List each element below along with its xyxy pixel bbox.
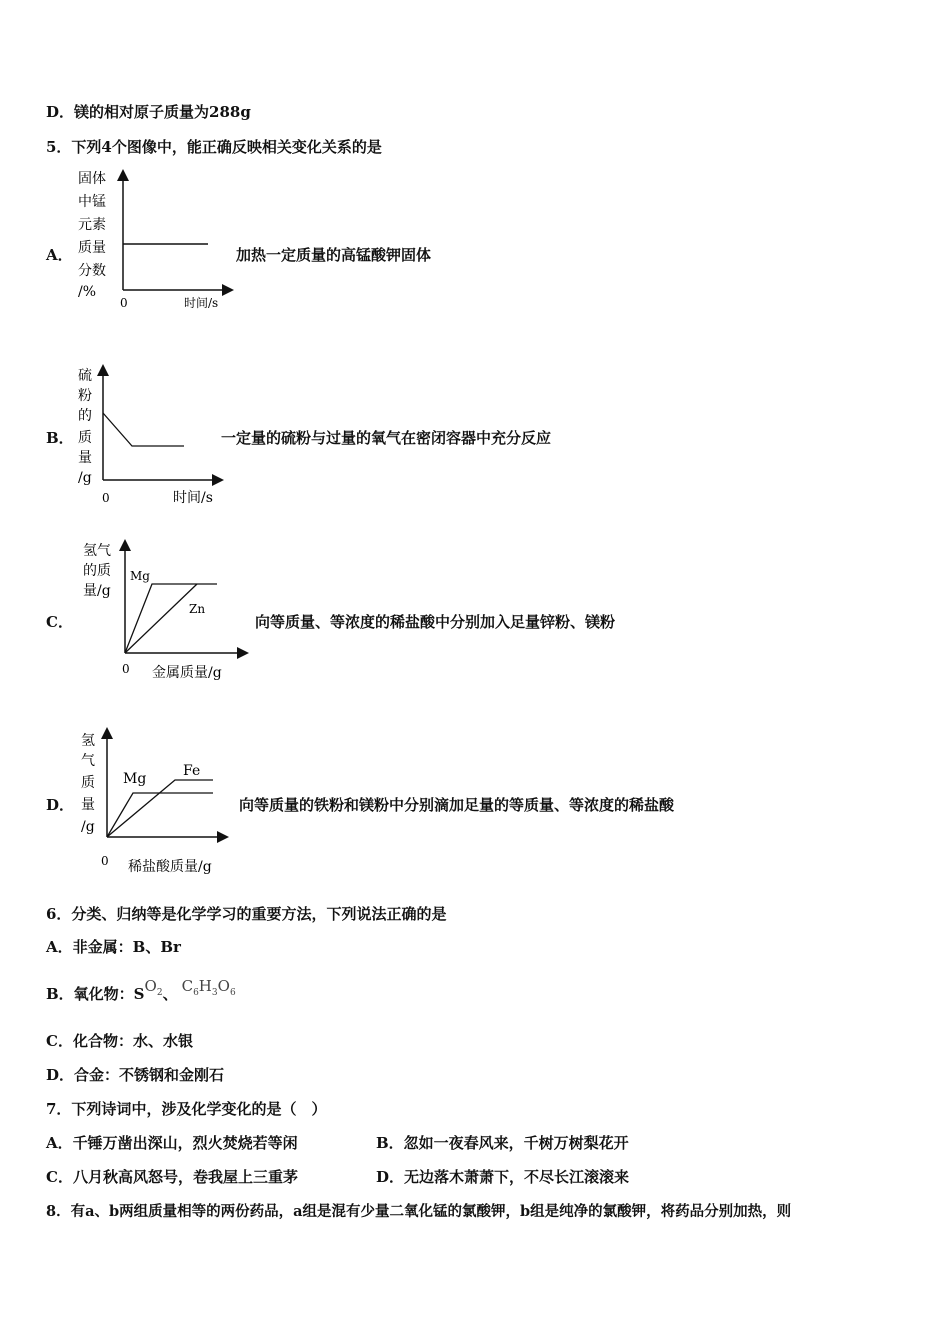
q5-option-d-graph	[75, 725, 250, 877]
a-ylabel-5: 分数	[78, 263, 106, 279]
b-ylabel-2: 粉	[78, 388, 92, 404]
c-ylabel-3: 量/g	[83, 583, 111, 599]
q6-option-b-sep: 、	[162, 985, 178, 1003]
d-label-mg: Mg	[123, 771, 147, 787]
q7-option-b[interactable]: B．忽如一夜春风来，千树万树梨花开	[376, 1134, 629, 1152]
formula-o2: $O_2$	[144, 977, 163, 998]
q7-option-c[interactable]: C．八月秋高风怒号，卷我屋上三重茅	[46, 1168, 298, 1186]
q5-option-a-letter[interactable]: A．	[46, 246, 73, 264]
a-ylabel-3: 元素	[78, 217, 106, 233]
d-series-fe	[107, 780, 213, 837]
q5-option-c-graph	[75, 535, 250, 685]
q7-option-a[interactable]: A．千锤万凿出深山，烈火焚烧若等闲	[46, 1134, 298, 1152]
q7-option-d[interactable]: D．无边落木萧萧下，不尽长江滚滚来	[376, 1168, 630, 1186]
c-series-zn	[125, 584, 197, 653]
a-ylabel-6: /%	[78, 284, 97, 300]
c-label-mg: Mg	[130, 569, 150, 583]
q5-option-d-desc: 向等质量的铁粉和镁粉中分别滴加足量的等质量、等浓度的稀盐酸	[239, 796, 675, 814]
b-xlabel: 时间/s	[173, 490, 213, 506]
b-ylabel-1: 硫	[78, 368, 92, 384]
b-ylabel-4: 质	[78, 430, 92, 446]
b-ylabel-6: /g	[78, 470, 92, 486]
a-xlabel: 时间/s	[184, 296, 219, 310]
c-xlabel: 金属质量/g	[152, 665, 222, 681]
q7-stem: 7．下列诗词中，涉及化学变化的是（ ）	[46, 1100, 327, 1118]
a-ylabel-1: 固体	[78, 171, 106, 187]
q5-option-a-graph	[70, 165, 240, 313]
d-xlabel: 稀盐酸质量/g	[128, 859, 212, 875]
d-label-fe: Fe	[183, 763, 201, 779]
d-ylabel-3: 质	[81, 775, 95, 791]
a-ylabel-4: 质量	[78, 240, 106, 256]
q6-option-b-prefix: B．氧化物：S	[46, 985, 145, 1003]
q5-stem: 5．下列4个图像中，能正确反映相关变化关系的是	[46, 138, 382, 156]
q6-option-c[interactable]: C．化合物：水、水银	[46, 1032, 193, 1050]
q5-option-b-desc: 一定量的硫粉与过量的氧气在密闭容器中充分反应	[221, 429, 552, 447]
q6-option-a[interactable]: A．非金属：B、Br	[46, 938, 181, 956]
d-ylabel-4: 量	[81, 797, 95, 813]
b-origin: 0	[102, 491, 110, 505]
b-ylabel-5: 量	[78, 450, 92, 466]
q4-option-d: D．镁的相对原子质量为288g	[46, 103, 251, 121]
q6-stem: 6．分类、归纳等是化学学习的重要方法，下列说法正确的是	[46, 905, 447, 923]
c-ylabel-1: 氢气	[83, 543, 111, 559]
c-series-mg	[125, 584, 217, 653]
c-origin: 0	[122, 662, 130, 676]
c-ylabel-2: 的质	[83, 563, 111, 579]
b-ylabel-3: 的	[78, 408, 92, 424]
q5-option-c-desc: 向等质量、等浓度的稀盐酸中分别加入足量锌粉、镁粉	[255, 613, 616, 631]
q5-option-b-letter[interactable]: B．	[46, 429, 74, 447]
q5-option-d-letter[interactable]: D．	[46, 796, 75, 814]
a-origin: 0	[120, 296, 128, 310]
d-series-mg	[107, 793, 213, 837]
formula-c6h3o6: $C_6H_3O_6$	[181, 977, 236, 998]
d-ylabel-2: 气	[81, 753, 95, 769]
b-series-line	[103, 413, 184, 446]
q6-option-d[interactable]: D．合金：不锈钢和金刚石	[46, 1066, 225, 1084]
q5-option-b-graph	[70, 360, 230, 510]
q5-option-c-letter[interactable]: C．	[46, 613, 73, 631]
q6-option-b[interactable]	[46, 977, 236, 1011]
q8-stem: 8．有a、b两组质量相等的两份药品，a组是混有少量二氧化锰的氯酸钾，b组是纯净的氯酸钾，将药品分别加热，则	[46, 1203, 792, 1220]
a-ylabel-2: 中锰	[78, 194, 106, 210]
d-origin: 0	[101, 854, 109, 868]
q5-option-a-desc: 加热一定质量的高锰酸钾固体	[236, 246, 432, 264]
c-label-zn: Zn	[189, 602, 206, 616]
d-ylabel-1: 氢	[81, 733, 95, 749]
d-ylabel-5: /g	[81, 819, 95, 835]
